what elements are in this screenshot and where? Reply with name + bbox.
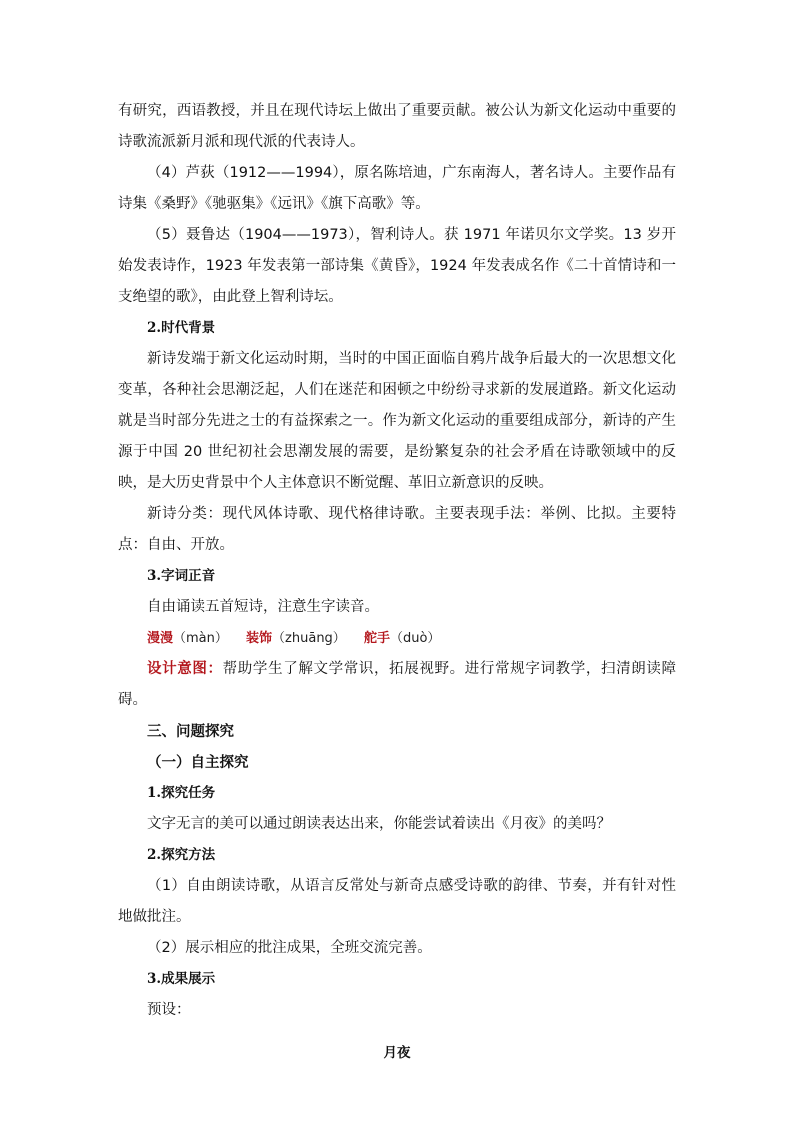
- background-heading: 2.时代背景: [147, 320, 216, 336]
- words-instruction: 自由诵读五首短诗，注意生字读音。: [147, 599, 379, 615]
- poem-title: 月夜: [383, 1045, 411, 1061]
- vocab-pinyin: （zhuāng）: [272, 631, 346, 646]
- vocab-word: 装饰: [246, 631, 273, 646]
- design-intent-text: 帮助学生了解文学常识，拓展视野。进行常规字词教学，扫清朗读障碍。: [118, 661, 677, 708]
- inquiry-heading: 三、问题探究: [147, 723, 234, 740]
- design-intent-paragraph: [118, 654, 676, 716]
- poet-item-4: （4）芦荻（1912——1994），原名陈培迪，广东南海人，著名诗人。主要作品有诗集《桑野》《驰驱集》《远讯》《旗下高歌》等。: [118, 165, 676, 212]
- vocab-word: 舵手: [363, 631, 390, 646]
- result-heading: 3.成果展示: [147, 971, 216, 987]
- task-heading: 1.探究任务: [147, 785, 216, 801]
- task-paragraph: 文字无言的美可以通过朗读表达出来，你能尝试着读出《月夜》的美吗？: [147, 816, 611, 832]
- intro-continued-paragraph: 有研究，西语教授，并且在现代诗坛上做出了重要贡献。被公认为新文化运动中重要的诗歌流派新月派和现代派的代表诗人。: [118, 103, 676, 150]
- method-2-paragraph: （2）展示相应的批注成果，全班交流完善。: [147, 940, 432, 956]
- self-inquiry-heading: （一）自主探究: [147, 754, 249, 771]
- design-intent-label: 设计意图：: [147, 661, 223, 677]
- method-1-paragraph: （1）自由朗读诗歌，从语言反常处与新奇点感受诗歌的韵律、节奏，并有针对性地做批注。: [118, 878, 676, 925]
- preset-label: 预设：: [147, 1002, 191, 1018]
- method-heading: 2.探究方法: [147, 847, 216, 863]
- vocab-word: 漫漫: [147, 631, 174, 646]
- poet-item-5: （5）聂鲁达（1904——1973），智利诗人。获 1971 年诺贝尔文学奖。13 岁开始发表诗作，1923 年发表第一部诗集《黄昏》，1924 年发表成名作《二十首情诗和一支绝望的歌》，由此登上智利诗坛。: [118, 227, 676, 305]
- background-paragraph: 新诗发端于新文化运动时期，当时的中国正面临自鸦片战争后最大的一次思想文化变革，各种社会思潮泛起，人们在迷茫和困顿之中纷纷寻求新的发展道路。新文化运动就是当时部分先进之士的有益探索之一。作为新文化运动的重要组成部分，新诗的产生源于中国 20 世纪初社会思潮发展的需要，是纷繁复杂的社会矛盾在诗歌领域中的反映，是大历史背景中个人主体意识不断觉醒、革旧立新意识的反映。: [118, 351, 676, 491]
- classification-paragraph: 新诗分类：现代风体诗歌、现代格律诗歌。主要表现手法：举例、比拟。主要特点：自由、开放。: [118, 506, 676, 553]
- words-heading: 3.字词正音: [147, 568, 216, 584]
- vocab-list: [118, 623, 676, 654]
- vocab-pinyin: （duò）: [389, 631, 441, 646]
- vocab-pinyin: （màn）: [173, 631, 228, 646]
